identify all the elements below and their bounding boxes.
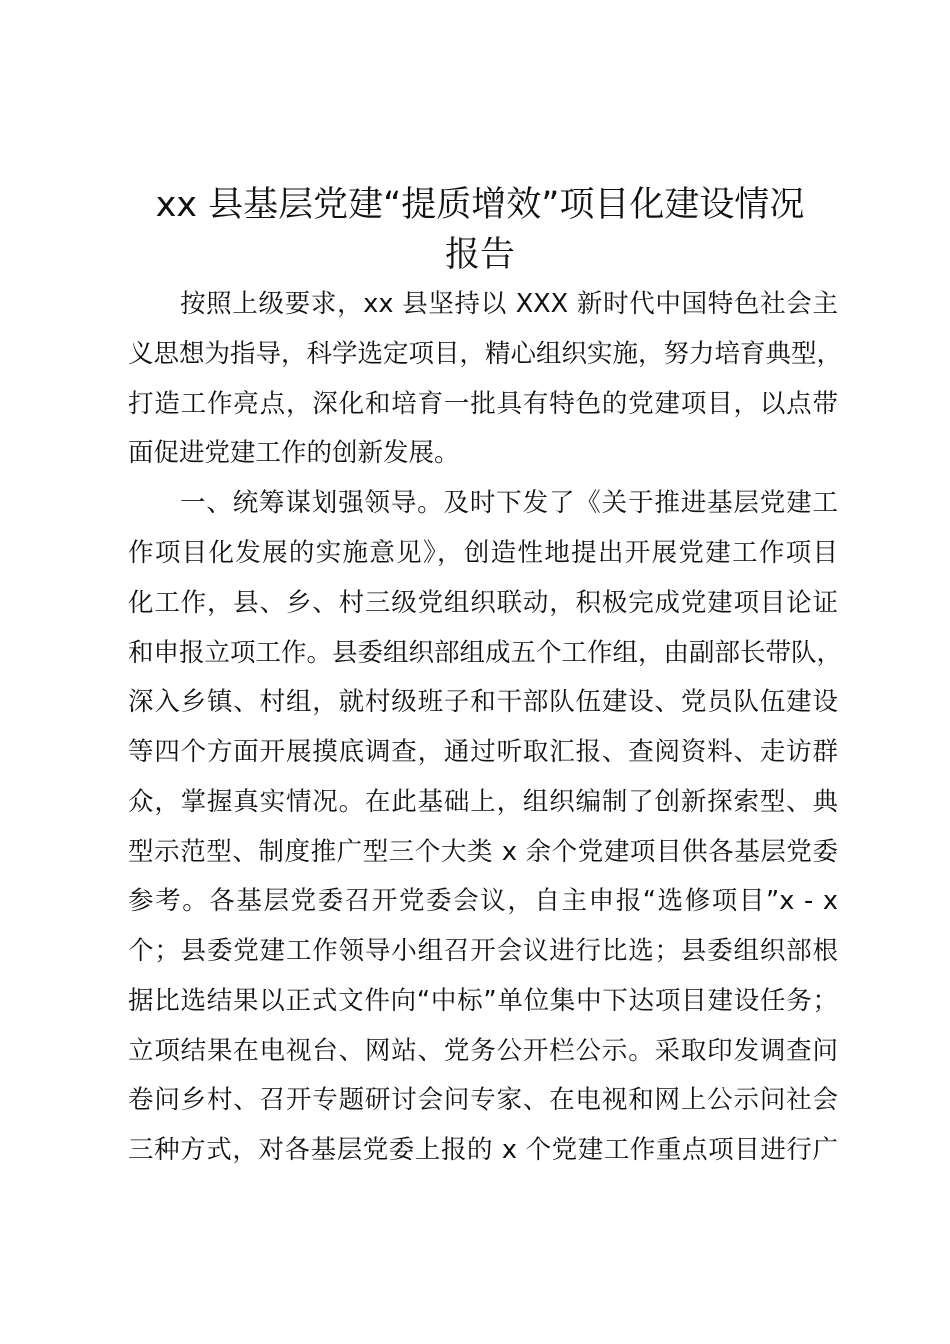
paragraph-1-line-1: 按照上级要求，xx 县坚持以 XXX 新时代中国特色社会主 bbox=[180, 289, 838, 319]
paragraph-2-line-1: 一、统筹谋划强领导。及时下发了《关于推进基层党建工 bbox=[180, 488, 838, 518]
paragraph-2-line-4: 和申报立项工作。县委组织部组成五个工作组，由副部长带队， bbox=[128, 638, 843, 668]
paragraph-2-line-3: 化工作，县、乡、村三级党组织联动，积极完成党建项目论证 bbox=[128, 588, 838, 618]
document-title-line-2: 报告 bbox=[444, 235, 515, 275]
paragraph-2-line-2: 作项目化发展的实施意见》，创造性地提出开展党建工作项目 bbox=[128, 538, 838, 568]
paragraph-2-line-8: 型示范型、制度推广型三个大类 x 余个党建项目供各基层党委 bbox=[128, 837, 838, 867]
paragraph-2-line-9: 参考。各基层党委召开党委会议，自主申报“选修项目”x - x bbox=[128, 886, 838, 916]
paragraph-2-line-10: 个；县委党建工作领导小组召开会议进行比选；县委组织部根 bbox=[128, 936, 838, 966]
paragraph-2-line-5: 深入乡镇、村组，就村级班子和干部队伍建设、党员队伍建设 bbox=[128, 687, 838, 717]
paragraph-2-line-13: 卷问乡村、召开专题研讨会问专家、在电视和网上公示问社会 bbox=[128, 1085, 838, 1115]
paragraph-1-line-2: 义思想为指导，科学选定项目，精心组织实施，努力培育典型， bbox=[128, 339, 843, 369]
paragraph-2-line-12: 立项结果在电视台、网站、党务公开栏公示。采取印发调查问 bbox=[128, 1036, 838, 1066]
paragraph-1-line-3: 打造工作亮点，深化和培育一批具有特色的党建项目，以点带 bbox=[128, 389, 838, 419]
paragraph-2-line-11: 据比选结果以正式文件向“中标”单位集中下达项目建设任务； bbox=[128, 986, 838, 1016]
document-title-line-1: xx 县基层党建“提质增效”项目化建设情况 bbox=[155, 185, 805, 225]
paragraph-1-line-4: 面促进党建工作的创新发展。 bbox=[128, 438, 460, 468]
paragraph-2-line-14: 三种方式，对各基层党委上报的 x 个党建工作重点项目进行广 bbox=[128, 1135, 838, 1165]
paragraph-2-line-6: 等四个方面开展摸底调查，通过听取汇报、查阅资料、走访群 bbox=[128, 737, 838, 767]
paragraph-2-line-7: 众，掌握真实情况。在此基础上，组织编制了创新探索型、典 bbox=[128, 787, 838, 817]
